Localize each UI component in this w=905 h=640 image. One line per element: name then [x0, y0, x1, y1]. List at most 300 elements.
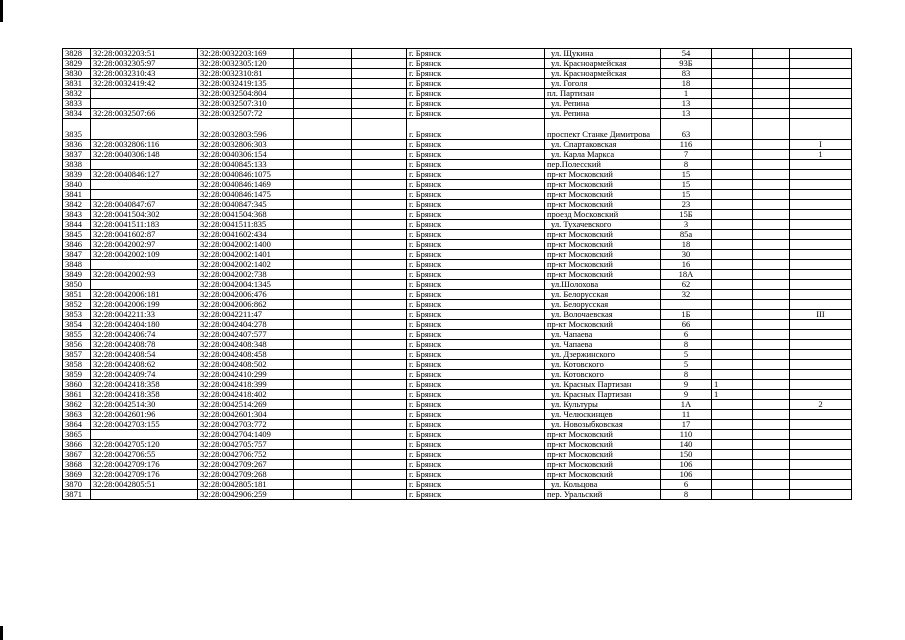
table-row: [63, 470, 852, 480]
extra-c-cell: 1: [790, 150, 852, 160]
street-cell: ул. Тухачевского: [545, 220, 661, 230]
extra-b-cell: [753, 280, 790, 290]
extra-b-cell: [753, 360, 790, 370]
extra-c-cell: [790, 460, 852, 470]
city-cell: г. Брянск: [407, 390, 545, 400]
street-cell: ул. Красных Партизан: [545, 380, 661, 390]
extra-b-cell: [753, 460, 790, 470]
empty-cell: [352, 230, 407, 240]
extra-a-cell: [712, 200, 753, 210]
cadastral-number-cell: 32:28:0042006:199: [91, 300, 198, 310]
empty-cell: [352, 109, 407, 119]
row-number-cell: 3835: [63, 119, 91, 140]
cadastral-number-2-cell: 32:28:0042006:862: [198, 300, 294, 310]
empty-cell: [352, 290, 407, 300]
city-cell: г. Брянск: [407, 420, 545, 430]
city-cell: г. Брянск: [407, 270, 545, 280]
extra-b-cell: [753, 350, 790, 360]
house-number-cell: 8: [661, 160, 712, 170]
house-number-cell: 13: [661, 109, 712, 119]
extra-a-cell: [712, 410, 753, 420]
empty-cell: [352, 220, 407, 230]
cadastral-number-2-cell: 32:28:0032507:72: [198, 109, 294, 119]
extra-a-cell: [712, 230, 753, 240]
cadastral-number-2-cell: 32:28:0042514:269: [198, 400, 294, 410]
extra-a-cell: 1: [712, 380, 753, 390]
extra-b-cell: [753, 270, 790, 280]
city-cell: г. Брянск: [407, 150, 545, 160]
house-number-cell: 9: [661, 390, 712, 400]
house-number-cell: [661, 300, 712, 310]
table-row: [63, 160, 852, 170]
extra-b-cell: [753, 310, 790, 320]
cadastral-number-cell: 32:28:0042418:358: [91, 390, 198, 400]
street-cell: пр-кт Московский: [545, 430, 661, 440]
cadastral-number-2-cell: 32:28:0042706:752: [198, 450, 294, 460]
city-cell: г. Брянск: [407, 119, 545, 140]
cadastral-number-2-cell: 32:28:0032507:310: [198, 99, 294, 109]
city-cell: г. Брянск: [407, 109, 545, 119]
extra-c-cell: [790, 160, 852, 170]
extra-a-cell: [712, 59, 753, 69]
extra-a-cell: [712, 290, 753, 300]
city-cell: г. Брянск: [407, 320, 545, 330]
street-cell: ул. Репина: [545, 109, 661, 119]
cadastral-number-2-cell: 32:28:0042002:1402: [198, 260, 294, 270]
house-number-cell: 5: [661, 360, 712, 370]
empty-cell: [294, 109, 352, 119]
house-number-cell: 106: [661, 460, 712, 470]
cadastral-number-cell: 32:28:0042211:33: [91, 310, 198, 320]
cadastral-number-cell: 32:28:0032806:116: [91, 140, 198, 150]
house-number-cell: 15: [661, 170, 712, 180]
cadastral-number-cell: 32:28:0042703:155: [91, 420, 198, 430]
row-number-cell: 3852: [63, 300, 91, 310]
empty-cell: [294, 200, 352, 210]
street-cell: ул. Красноармейская: [545, 59, 661, 69]
cadastral-number-cell: 32:28:0040847:67: [91, 200, 198, 210]
empty-cell: [294, 400, 352, 410]
row-number-cell: 3832: [63, 89, 91, 99]
table-row: [63, 69, 852, 79]
house-number-cell: 15Б: [661, 210, 712, 220]
row-number-cell: 3845: [63, 230, 91, 240]
cadastral-number-2-cell: 32:28:0040846:1469: [198, 180, 294, 190]
extra-b-cell: [753, 380, 790, 390]
house-number-cell: 11: [661, 410, 712, 420]
city-cell: г. Брянск: [407, 190, 545, 200]
extra-c-cell: [790, 170, 852, 180]
house-number-cell: 7: [661, 150, 712, 160]
table-row: [63, 480, 852, 490]
extra-c-cell: [790, 380, 852, 390]
table-row: [63, 250, 852, 260]
extra-a-cell: [712, 460, 753, 470]
empty-cell: [294, 160, 352, 170]
row-number-cell: 3844: [63, 220, 91, 230]
city-cell: г. Брянск: [407, 440, 545, 450]
table-row: [63, 410, 852, 420]
cadastral-number-cell: 32:28:0041602:87: [91, 230, 198, 240]
extra-b-cell: [753, 410, 790, 420]
house-number-cell: 62: [661, 280, 712, 290]
street-cell: пр-кт Московский: [545, 250, 661, 260]
city-cell: г. Брянск: [407, 360, 545, 370]
table-row: [63, 109, 852, 119]
extra-a-cell: [712, 370, 753, 380]
row-number-cell: 3831: [63, 79, 91, 89]
street-cell: ул. Чапаева: [545, 340, 661, 350]
extra-c-cell: [790, 470, 852, 480]
empty-cell: [294, 170, 352, 180]
street-cell: пр-кт Московский: [545, 180, 661, 190]
cadastral-number-2-cell: 32:28:0032419:135: [198, 79, 294, 89]
cadastral-number-2-cell: 32:28:0032806:303: [198, 140, 294, 150]
extra-a-cell: [712, 170, 753, 180]
street-cell: пр-кт Московский: [545, 260, 661, 270]
street-cell: ул.Шолохова: [545, 280, 661, 290]
extra-c-cell: [790, 360, 852, 370]
empty-cell: [352, 440, 407, 450]
empty-cell: [294, 240, 352, 250]
extra-b-cell: [753, 79, 790, 89]
extra-c-cell: [790, 230, 852, 240]
empty-cell: [294, 310, 352, 320]
empty-cell: [294, 270, 352, 280]
cadastral-number-2-cell: 32:28:0040846:1475: [198, 190, 294, 200]
street-cell: пр-кт Московский: [545, 190, 661, 200]
register-table-body: [63, 49, 852, 500]
extra-c-cell: [790, 49, 852, 59]
table-row: [63, 230, 852, 240]
city-cell: г. Брянск: [407, 200, 545, 210]
extra-a-cell: [712, 350, 753, 360]
house-number-cell: 6: [661, 480, 712, 490]
extra-b-cell: [753, 440, 790, 450]
empty-cell: [352, 310, 407, 320]
city-cell: г. Брянск: [407, 220, 545, 230]
extra-c-cell: [790, 200, 852, 210]
street-cell: пр-кт Московский: [545, 170, 661, 180]
cadastral-number-cell: 32:28:0041511:183: [91, 220, 198, 230]
street-cell: ул. Щукина: [545, 49, 661, 59]
empty-cell: [352, 460, 407, 470]
city-cell: г. Брянск: [407, 250, 545, 260]
extra-b-cell: [753, 190, 790, 200]
row-number-cell: 3840: [63, 180, 91, 190]
city-cell: г. Брянск: [407, 49, 545, 59]
city-cell: г. Брянск: [407, 290, 545, 300]
street-cell: пр-кт Московский: [545, 440, 661, 450]
row-number-cell: 3866: [63, 440, 91, 450]
extra-a-cell: [712, 310, 753, 320]
cadastral-number-cell: 32:28:0032203:51: [91, 49, 198, 59]
extra-b-cell: [753, 390, 790, 400]
city-cell: г. Брянск: [407, 240, 545, 250]
house-number-cell: 13: [661, 99, 712, 109]
cadastral-number-cell: 32:28:0042709:176: [91, 470, 198, 480]
empty-cell: [294, 190, 352, 200]
house-number-cell: 18: [661, 79, 712, 89]
cadastral-number-cell: [91, 430, 198, 440]
extra-b-cell: [753, 250, 790, 260]
cadastral-number-cell: 32:28:0042409:74: [91, 370, 198, 380]
city-cell: г. Брянск: [407, 430, 545, 440]
empty-cell: [352, 400, 407, 410]
cadastral-number-2-cell: 32:28:0042906:259: [198, 490, 294, 500]
cadastral-number-cell: [91, 280, 198, 290]
extra-b-cell: [753, 230, 790, 240]
cadastral-number-cell: 32:28:0042514:30: [91, 400, 198, 410]
table-row: [63, 49, 852, 59]
empty-cell: [294, 320, 352, 330]
extra-b-cell: [753, 400, 790, 410]
extra-c-cell: [790, 210, 852, 220]
city-cell: г. Брянск: [407, 140, 545, 150]
extra-b-cell: [753, 260, 790, 270]
empty-cell: [352, 420, 407, 430]
empty-cell: [294, 230, 352, 240]
cadastral-number-cell: [91, 190, 198, 200]
extra-c-cell: [790, 440, 852, 450]
extra-c-cell: [790, 119, 852, 140]
cadastral-number-2-cell: 32:28:0040846:1075: [198, 170, 294, 180]
city-cell: г. Брянск: [407, 490, 545, 500]
row-number-cell: 3859: [63, 370, 91, 380]
empty-cell: [294, 360, 352, 370]
street-cell: пр-кт Московский: [545, 270, 661, 280]
cadastral-number-2-cell: 32:28:0042002:1401: [198, 250, 294, 260]
cadastral-number-2-cell: 32:28:0042004:1345: [198, 280, 294, 290]
row-number-cell: 3850: [63, 280, 91, 290]
row-number-cell: 3865: [63, 430, 91, 440]
empty-cell: [352, 170, 407, 180]
empty-cell: [294, 370, 352, 380]
extra-b-cell: [753, 160, 790, 170]
street-cell: пр-кт Московский: [545, 320, 661, 330]
cadastral-number-2-cell: 32:28:0042410:299: [198, 370, 294, 380]
extra-c-cell: [790, 79, 852, 89]
extra-c-cell: [790, 250, 852, 260]
cadastral-number-cell: [91, 260, 198, 270]
table-row: [63, 290, 852, 300]
empty-cell: [352, 180, 407, 190]
cadastral-number-2-cell: 32:28:0042703:772: [198, 420, 294, 430]
extra-a-cell: [712, 99, 753, 109]
house-number-cell: 6: [661, 330, 712, 340]
cadastral-number-2-cell: 32:28:0042002:738: [198, 270, 294, 280]
cadastral-number-cell: 32:28:0042601:96: [91, 410, 198, 420]
cadastral-number-2-cell: 32:28:0040847:345: [198, 200, 294, 210]
empty-cell: [294, 420, 352, 430]
city-cell: г. Брянск: [407, 410, 545, 420]
empty-cell: [352, 210, 407, 220]
cadastral-number-cell: 32:28:0032310:43: [91, 69, 198, 79]
table-row: [63, 170, 852, 180]
cadastral-number-2-cell: 32:28:0042408:458: [198, 350, 294, 360]
extra-a-cell: [712, 320, 753, 330]
street-cell: пл. Партизан: [545, 89, 661, 99]
extra-c-cell: [790, 420, 852, 430]
cadastral-number-2-cell: 32:28:0040845:133: [198, 160, 294, 170]
cadastral-number-cell: [91, 180, 198, 190]
cadastral-number-2-cell: 32:28:0042418:402: [198, 390, 294, 400]
cadastral-number-2-cell: 32:28:0042408:502: [198, 360, 294, 370]
extra-c-cell: [790, 280, 852, 290]
cadastral-number-2-cell: 32:28:0032305:120: [198, 59, 294, 69]
empty-cell: [352, 490, 407, 500]
empty-cell: [294, 450, 352, 460]
empty-cell: [294, 140, 352, 150]
extra-c-cell: [790, 330, 852, 340]
house-number-cell: 1: [661, 89, 712, 99]
row-number-cell: 3838: [63, 160, 91, 170]
register-table: [62, 48, 852, 500]
extra-a-cell: [712, 420, 753, 430]
cadastral-number-cell: 32:28:0040306:148: [91, 150, 198, 160]
extra-c-cell: [790, 480, 852, 490]
house-number-cell: 150: [661, 450, 712, 460]
cadastral-number-cell: 32:28:0042418:358: [91, 380, 198, 390]
street-cell: ул. Котовского: [545, 370, 661, 380]
city-cell: г. Брянск: [407, 280, 545, 290]
street-cell: пр-кт Московский: [545, 230, 661, 240]
city-cell: г. Брянск: [407, 210, 545, 220]
street-cell: пр-кт Московский: [545, 470, 661, 480]
extra-b-cell: [753, 59, 790, 69]
city-cell: г. Брянск: [407, 99, 545, 109]
extra-a-cell: [712, 270, 753, 280]
table-row: [63, 450, 852, 460]
city-cell: г. Брянск: [407, 230, 545, 240]
row-number-cell: 3828: [63, 49, 91, 59]
cadastral-number-2-cell: 32:28:0042408:348: [198, 340, 294, 350]
empty-cell: [352, 240, 407, 250]
extra-c-cell: [790, 59, 852, 69]
extra-c-cell: [790, 340, 852, 350]
row-number-cell: 3867: [63, 450, 91, 460]
city-cell: г. Брянск: [407, 480, 545, 490]
street-cell: ул. Белорусская: [545, 290, 661, 300]
row-number-cell: 3851: [63, 290, 91, 300]
cadastral-number-2-cell: 32:28:0042709:267: [198, 460, 294, 470]
empty-cell: [294, 89, 352, 99]
cadastral-number-cell: 32:28:0042002:97: [91, 240, 198, 250]
house-number-cell: 15: [661, 180, 712, 190]
empty-cell: [352, 270, 407, 280]
extra-c-cell: [790, 220, 852, 230]
cadastral-number-2-cell: 32:28:0042601:304: [198, 410, 294, 420]
empty-cell: [294, 290, 352, 300]
extra-b-cell: [753, 330, 790, 340]
cadastral-number-2-cell: 32:28:0042211:47: [198, 310, 294, 320]
extra-c-cell: III: [790, 310, 852, 320]
house-number-cell: 8: [661, 490, 712, 500]
row-number-cell: 3836: [63, 140, 91, 150]
empty-cell: [294, 99, 352, 109]
table-row: [63, 390, 852, 400]
house-number-cell: 23: [661, 200, 712, 210]
empty-cell: [352, 280, 407, 290]
empty-cell: [294, 330, 352, 340]
cadastral-number-cell: 32:28:0032419:42: [91, 79, 198, 89]
extra-b-cell: [753, 480, 790, 490]
city-cell: г. Брянск: [407, 460, 545, 470]
empty-cell: [352, 480, 407, 490]
table-row: [63, 460, 852, 470]
extra-a-cell: [712, 430, 753, 440]
extra-b-cell: [753, 420, 790, 430]
extra-a-cell: [712, 109, 753, 119]
empty-cell: [352, 370, 407, 380]
extra-b-cell: [753, 370, 790, 380]
empty-cell: [294, 49, 352, 59]
cadastral-number-cell: 32:28:0042706:55: [91, 450, 198, 460]
empty-cell: [352, 250, 407, 260]
extra-b-cell: [753, 300, 790, 310]
extra-a-cell: [712, 440, 753, 450]
extra-a-cell: [712, 400, 753, 410]
extra-c-cell: [790, 300, 852, 310]
house-number-cell: 1А: [661, 400, 712, 410]
house-number-cell: 54: [661, 49, 712, 59]
street-cell: пр-кт Московский: [545, 460, 661, 470]
empty-cell: [294, 390, 352, 400]
row-number-cell: 3868: [63, 460, 91, 470]
cadastral-number-cell: 32:28:0042705:120: [91, 440, 198, 450]
house-number-cell: 18: [661, 240, 712, 250]
table-row: [63, 280, 852, 290]
street-cell: пр-кт Московский: [545, 240, 661, 250]
extra-c-cell: [790, 410, 852, 420]
city-cell: г. Брянск: [407, 470, 545, 480]
empty-cell: [294, 300, 352, 310]
street-cell: ул. Репина: [545, 99, 661, 109]
table-row: [63, 210, 852, 220]
table-row: [63, 350, 852, 360]
cadastral-number-2-cell: 32:28:0042404:278: [198, 320, 294, 330]
extra-c-cell: [790, 89, 852, 99]
extra-c-cell: I: [790, 140, 852, 150]
cadastral-number-2-cell: 32:28:0032504:804: [198, 89, 294, 99]
extra-b-cell: [753, 290, 790, 300]
empty-cell: [352, 450, 407, 460]
house-number-cell: 8: [661, 340, 712, 350]
house-number-cell: 106: [661, 470, 712, 480]
cadastral-number-cell: [91, 99, 198, 109]
street-cell: ул. Котовского: [545, 360, 661, 370]
empty-cell: [294, 180, 352, 190]
city-cell: г. Брянск: [407, 89, 545, 99]
cadastral-number-cell: 32:28:0040846:127: [91, 170, 198, 180]
cadastral-number-cell: 32:28:0042406:74: [91, 330, 198, 340]
empty-cell: [352, 119, 407, 140]
cadastral-number-2-cell: 32:28:0042407:577: [198, 330, 294, 340]
city-cell: г. Брянск: [407, 59, 545, 69]
city-cell: г. Брянск: [407, 69, 545, 79]
street-cell: ул. Кольцова: [545, 480, 661, 490]
empty-cell: [294, 210, 352, 220]
street-cell: проезд Московский: [545, 210, 661, 220]
cadastral-number-2-cell: 32:28:0042704:1409: [198, 430, 294, 440]
extra-a-cell: [712, 250, 753, 260]
table-row: [63, 59, 852, 69]
empty-cell: [294, 260, 352, 270]
cadastral-number-2-cell: 32:28:0032203:169: [198, 49, 294, 59]
cadastral-number-2-cell: 32:28:0040306:154: [198, 150, 294, 160]
city-cell: г. Брянск: [407, 350, 545, 360]
row-number-cell: 3871: [63, 490, 91, 500]
